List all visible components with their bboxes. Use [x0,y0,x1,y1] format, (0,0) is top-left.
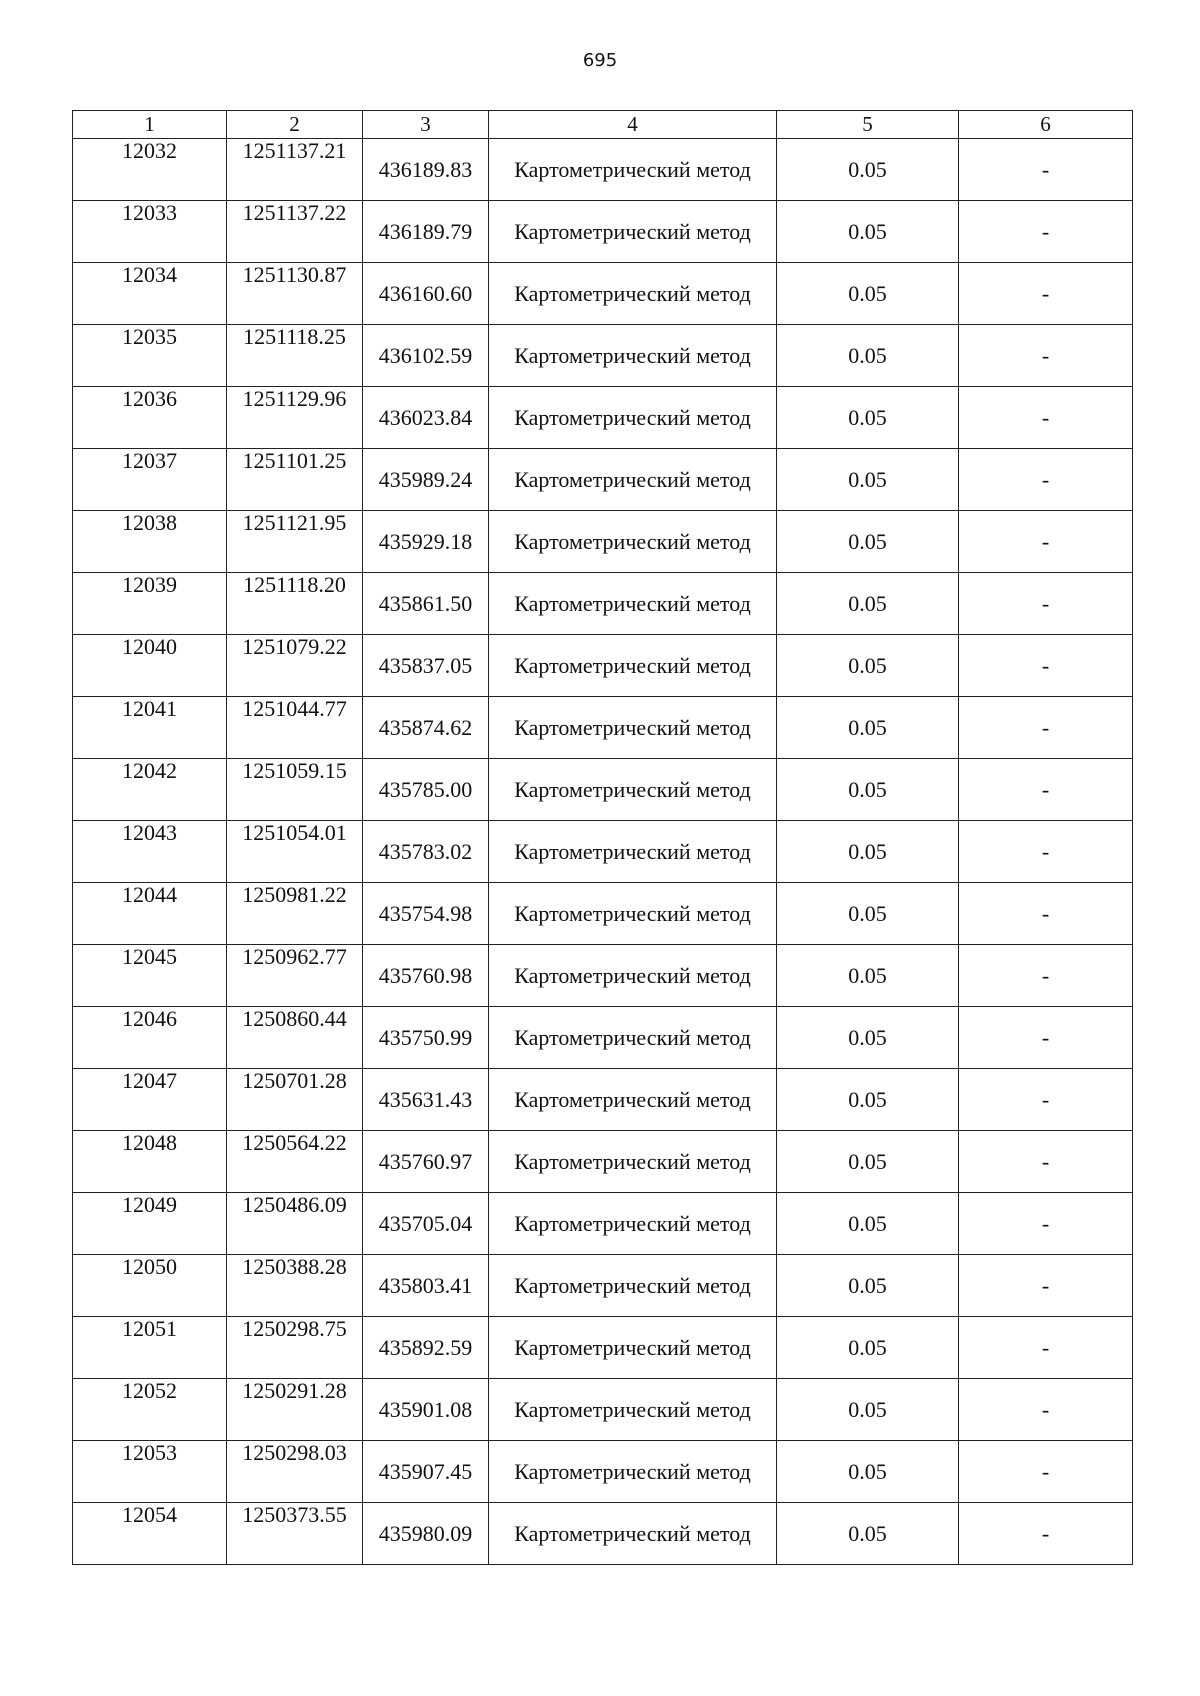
table-cell: 0.05 [777,945,959,1007]
table-cell: 0.05 [777,139,959,201]
table-cell: Картометрический метод [489,449,777,511]
table-cell: Картометрический метод [489,635,777,697]
table-cell: - [959,1379,1133,1441]
table-row [73,883,1133,945]
table-cell: Картометрический метод [489,1007,777,1069]
table-cell: 1250388.28 [227,1255,363,1317]
table-cell: 12052 [73,1379,227,1441]
table-cell: - [959,1007,1133,1069]
table-cell: - [959,139,1133,201]
table-cell: 435901.08 [363,1379,489,1441]
table-row [73,449,1133,511]
table-cell: Картометрический метод [489,201,777,263]
table-cell: 0.05 [777,635,959,697]
table-cell: 1250298.03 [227,1441,363,1503]
table-row [73,263,1133,325]
column-header: 1 [73,111,227,139]
table-header-row [73,111,1133,139]
table-cell: 0.05 [777,1503,959,1565]
table-cell: 1251121.95 [227,511,363,573]
table-row [73,387,1133,449]
table-cell: Картометрический метод [489,1503,777,1565]
table-cell: 12033 [73,201,227,263]
table-cell: 435907.45 [363,1441,489,1503]
table-cell: Картометрический метод [489,387,777,449]
table-cell: 1251137.21 [227,139,363,201]
table-cell: 1250373.55 [227,1503,363,1565]
table-cell: 435631.43 [363,1069,489,1131]
table-cell: 12053 [73,1441,227,1503]
table-cell: 1251137.22 [227,201,363,263]
table-cell: Картометрический метод [489,759,777,821]
table-row [73,201,1133,263]
table-cell: 1251129.96 [227,387,363,449]
table-body [73,139,1133,1565]
table-cell: - [959,263,1133,325]
table-cell: 12043 [73,821,227,883]
table-cell: 12048 [73,1131,227,1193]
table-cell: 436189.79 [363,201,489,263]
table-cell: - [959,511,1133,573]
table-cell: 12051 [73,1317,227,1379]
table-cell: 435892.59 [363,1317,489,1379]
table-cell: 12038 [73,511,227,573]
table-cell: 435760.98 [363,945,489,1007]
table-row [73,635,1133,697]
table-cell: 435785.00 [363,759,489,821]
table-cell: 1251118.25 [227,325,363,387]
table-cell: 0.05 [777,1131,959,1193]
table-row [73,697,1133,759]
table-cell: - [959,697,1133,759]
table-cell: 0.05 [777,1255,959,1317]
table-cell: 1251044.77 [227,697,363,759]
table-cell: 0.05 [777,573,959,635]
table-cell: Картометрический метод [489,1379,777,1441]
table-row [73,1503,1133,1565]
table-cell: Картометрический метод [489,573,777,635]
table-cell: 1251054.01 [227,821,363,883]
column-header: 4 [489,111,777,139]
table-cell: - [959,573,1133,635]
table-cell: 435861.50 [363,573,489,635]
table-cell: 1251130.87 [227,263,363,325]
table-cell: 435750.99 [363,1007,489,1069]
table-cell: 0.05 [777,1007,959,1069]
table-cell: 1250298.75 [227,1317,363,1379]
table-cell: 0.05 [777,883,959,945]
table-cell: 0.05 [777,1317,959,1379]
table-cell: 435980.09 [363,1503,489,1565]
table-cell: 12050 [73,1255,227,1317]
table-cell: 12037 [73,449,227,511]
table-cell: 1250701.28 [227,1069,363,1131]
table-cell: 12032 [73,139,227,201]
table-row [73,1317,1133,1379]
table-row [73,325,1133,387]
table-cell: 436102.59 [363,325,489,387]
table-cell: 436189.83 [363,139,489,201]
table-cell: Картометрический метод [489,325,777,387]
table-cell: 1250981.22 [227,883,363,945]
table-cell: 12047 [73,1069,227,1131]
table-cell: 1251101.25 [227,449,363,511]
table-cell: - [959,1503,1133,1565]
table-cell: - [959,1441,1133,1503]
table-cell: 12039 [73,573,227,635]
table-cell: Картометрический метод [489,697,777,759]
table-cell: Картометрический метод [489,1069,777,1131]
table-cell: 12035 [73,325,227,387]
table-cell: 12034 [73,263,227,325]
table-cell: Картометрический метод [489,1255,777,1317]
table-cell: - [959,201,1133,263]
table-cell: 1250291.28 [227,1379,363,1441]
table-cell: 436023.84 [363,387,489,449]
table-cell: - [959,883,1133,945]
table-cell: 12054 [73,1503,227,1565]
table-cell: - [959,1193,1133,1255]
column-header: 2 [227,111,363,139]
table-cell: - [959,759,1133,821]
table-cell: - [959,1255,1133,1317]
table-cell: 1251079.22 [227,635,363,697]
table-cell: 1251118.20 [227,573,363,635]
table-row [73,1069,1133,1131]
table-cell: - [959,821,1133,883]
table-row [73,821,1133,883]
table-row [73,139,1133,201]
table-cell: 435705.04 [363,1193,489,1255]
table-row [73,1193,1133,1255]
page-number: 695 [582,50,618,71]
table-cell: 0.05 [777,1441,959,1503]
table-cell: 1250962.77 [227,945,363,1007]
table-cell: 435929.18 [363,511,489,573]
table-cell: 0.05 [777,821,959,883]
table-cell: - [959,449,1133,511]
table-cell: 0.05 [777,511,959,573]
table-cell: Картометрический метод [489,511,777,573]
table-row [73,1379,1133,1441]
table-row [73,1441,1133,1503]
table-cell: 435754.98 [363,883,489,945]
column-header: 3 [363,111,489,139]
table-row [73,511,1133,573]
table-row [73,945,1133,1007]
table-cell: Картометрический метод [489,1317,777,1379]
table-cell: 435837.05 [363,635,489,697]
table-cell: 12041 [73,697,227,759]
coordinates-table [72,110,1133,1565]
table-row [73,573,1133,635]
table-cell: 12046 [73,1007,227,1069]
table-cell: Картометрический метод [489,139,777,201]
table-cell: 0.05 [777,1379,959,1441]
table-cell: 435760.97 [363,1131,489,1193]
table-cell: 1250860.44 [227,1007,363,1069]
table-row [73,1131,1133,1193]
table-cell: Картометрический метод [489,263,777,325]
table-cell: 12036 [73,387,227,449]
table-cell: 12044 [73,883,227,945]
table-cell: 0.05 [777,697,959,759]
table-cell: 12049 [73,1193,227,1255]
table-cell: 1251059.15 [227,759,363,821]
column-header: 5 [777,111,959,139]
table-cell: - [959,945,1133,1007]
table-cell: - [959,635,1133,697]
table-cell: 0.05 [777,1069,959,1131]
table-cell: 12042 [73,759,227,821]
table-cell: Картометрический метод [489,883,777,945]
table-cell: 0.05 [777,759,959,821]
table-cell: 435803.41 [363,1255,489,1317]
table-cell: 436160.60 [363,263,489,325]
table-cell: - [959,387,1133,449]
table-cell: 0.05 [777,201,959,263]
table-cell: - [959,1317,1133,1379]
table-cell: - [959,325,1133,387]
table-cell: 0.05 [777,325,959,387]
table-cell: 435989.24 [363,449,489,511]
table-row [73,1007,1133,1069]
table-cell: Картометрический метод [489,945,777,1007]
table-cell: 0.05 [777,1193,959,1255]
column-header: 6 [959,111,1133,139]
table-cell: 0.05 [777,263,959,325]
table-cell: 0.05 [777,387,959,449]
table-cell: Картометрический метод [489,1441,777,1503]
table-cell: 1250564.22 [227,1131,363,1193]
table-row [73,1255,1133,1317]
table-cell: - [959,1069,1133,1131]
table-cell: 435874.62 [363,697,489,759]
table-cell: 12045 [73,945,227,1007]
table-cell: Картометрический метод [489,1193,777,1255]
table-cell: Картометрический метод [489,821,777,883]
table-cell: 435783.02 [363,821,489,883]
table-cell: - [959,1131,1133,1193]
table-cell: Картометрический метод [489,1131,777,1193]
table-cell: 0.05 [777,449,959,511]
table-row [73,759,1133,821]
table-cell: 12040 [73,635,227,697]
table-cell: 1250486.09 [227,1193,363,1255]
